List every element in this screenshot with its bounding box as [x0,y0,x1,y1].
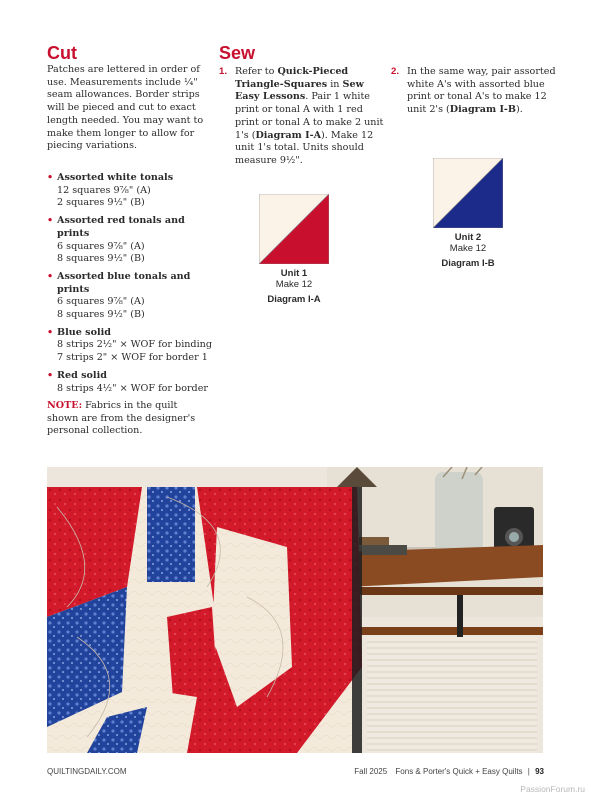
cut-item-line: 8 strips 2½" × WOF for binding [57,339,212,351]
triangle-square-unit-1 [259,194,329,264]
note [47,400,207,438]
cut-item-line: 8 strips 4½" × WOF for border [57,382,208,394]
step-text-bold: Quick-Pieced Triangle-Squares [235,66,349,90]
cut-item-line: 6 squares 9⅞" (A) [57,240,145,252]
step-text-bold: Diagram I-A [255,129,322,141]
quilt-photo [47,467,543,753]
cut-item-title: Assorted red tonals and prints [57,215,185,239]
step-text: ). Make 12 unit 1's total. Units should measure 9½". [235,129,374,166]
bullet-icon: • [47,215,54,227]
sew-heading: Sew [219,43,256,63]
step-text: ). [516,104,523,116]
step-text: . Pair 1 white print or tonal A with 1 red print or tonal A to make 2 unit 1's ( [235,91,384,141]
step-text: Refer to [235,66,278,77]
footer-separator: | [527,767,530,776]
step-text-bold: Sew Easy Lessons [235,78,364,103]
cut-intro: Patches are lettered in order of use. Measurements include ¼" seam allowances. Border strips will be pieced and cut to exact length needed. You may want to make them longer to allow for piecing variations. [47,64,204,152]
cut-item-line: 6 squares 9⅞" (A) [57,296,145,308]
footer-issue-info [354,767,544,776]
cut-item-line: 7 strips 2" × WOF for border 1 [57,352,208,364]
cut-item [47,327,212,365]
diagram-label: Diagram I-B [441,258,495,269]
make-count: Make 12 [449,243,487,254]
cut-item-line: 12 squares 9⅞" (A) [57,184,151,196]
diagram-i-a [246,194,342,305]
note-label: NOTE: [47,400,83,411]
cut-item-line: 2 squares 9½" (B) [57,197,145,209]
bullet-icon: • [47,326,54,338]
step-text-bold: Diagram I-B [449,104,517,116]
footer-issue: Fall 2025 [354,767,388,776]
cut-item-line: 8 squares 9½" (B) [57,309,145,321]
step-number: 2. [391,66,400,77]
footer-magazine: Fons & Porter's Quick + Easy Quilts [395,767,523,776]
cut-item [47,172,212,210]
quilt-scene-image [47,467,543,753]
cut-item-title: Assorted blue tonals and prints [57,270,191,295]
cut-item-title: Assorted white tonals [57,172,174,183]
cut-list [47,172,212,400]
bullet-icon: • [47,270,54,282]
cut-item-title: Red solid [57,369,107,381]
make-count: Make 12 [275,279,313,290]
sew-step-1 [219,66,385,168]
step-text: in [327,78,343,90]
cut-item [47,370,212,395]
step-number: 1. [219,66,228,77]
footer-website: QUILTINGDAILY.COM [47,767,127,776]
sew-step-2 [391,66,557,117]
bullet-icon: • [47,172,54,183]
diagram-label: Diagram I-A [267,294,321,305]
bullet-icon: • [47,369,54,381]
note-text: Fabrics in the quilt shown are from the designer's personal collection. [47,400,196,437]
cut-item [47,271,212,322]
cut-item [47,215,212,266]
cut-heading: Cut [47,43,77,63]
unit-label: Unit 2 [454,232,482,243]
watermark: PassionForum.ru [520,784,585,794]
page-number: 93 [535,767,544,776]
unit-label: Unit 1 [280,268,308,279]
step-text: In the same way, pair assorted white A's with assorted blue print or tonal A's to make 12 unit 2's ( [407,66,556,116]
cut-item-title: Blue solid [57,326,111,338]
cut-item-line: 8 squares 9½" (B) [57,253,145,265]
diagram-i-b [420,158,516,269]
triangle-square-unit-2 [433,158,503,228]
